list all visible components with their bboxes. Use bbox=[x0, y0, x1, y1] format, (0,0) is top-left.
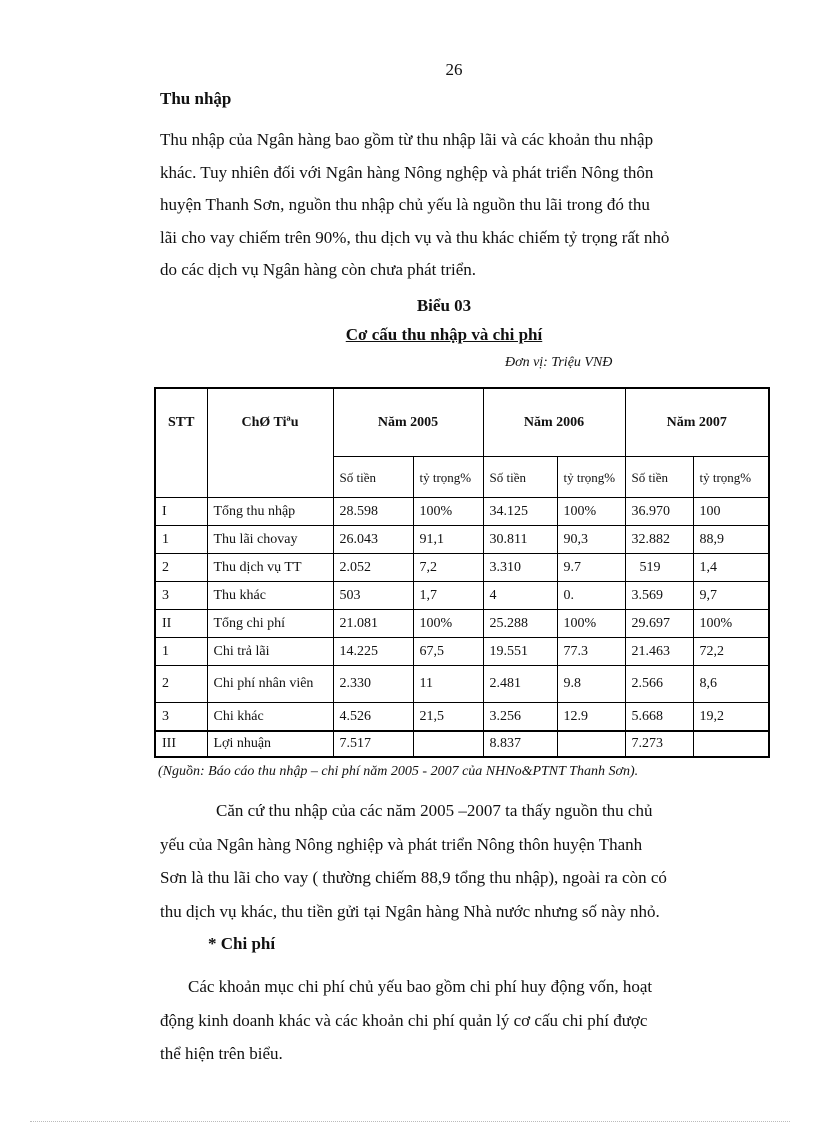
cell-indicator: Thu lãi chovay bbox=[207, 526, 333, 554]
header-year-2007: Năm 2007 bbox=[625, 388, 769, 457]
cell-value: 91,1 bbox=[413, 526, 483, 554]
paragraph-line: Các khoản mục chi phí chủ yếu bao gồm chi phí huy động vốn, hoạt bbox=[188, 977, 653, 996]
cell-value: 1,7 bbox=[413, 582, 483, 610]
cell-value: 2.052 bbox=[333, 554, 413, 582]
cell-value: 4.526 bbox=[333, 703, 413, 732]
cell-value: 1,4 bbox=[693, 554, 769, 582]
cell-stt: II bbox=[155, 610, 207, 638]
cell-value: 14.225 bbox=[333, 638, 413, 666]
cell-value: 100% bbox=[693, 610, 769, 638]
paragraph-line: do các dịch vụ Ngân hàng còn chưa phát triển. bbox=[160, 260, 477, 279]
cell-indicator: Chi khác bbox=[207, 703, 333, 732]
cell-value: 25.288 bbox=[483, 610, 557, 638]
cell-stt: 2 bbox=[155, 666, 207, 703]
cell-value: 19.551 bbox=[483, 638, 557, 666]
header-ratio: tỷ trọng% bbox=[413, 457, 483, 498]
cell-value: 34.125 bbox=[483, 498, 557, 526]
cell-value: 11 bbox=[413, 666, 483, 703]
paragraph-line: huyện Thanh Sơn, nguồn thu nhập chủ yếu là nguồn thu lãi trong đó thu bbox=[160, 195, 650, 214]
paragraph-line: thể hiện trên biểu. bbox=[160, 1044, 283, 1063]
cell-value: 503 bbox=[333, 582, 413, 610]
page-number: 26 bbox=[445, 60, 463, 79]
cell-value: 3.569 bbox=[625, 582, 693, 610]
cell-value: 72,2 bbox=[693, 638, 769, 666]
paragraph-line: Căn cứ thu nhập của các năm 2005 –2007 ta thấy nguồn thu chủ bbox=[216, 801, 653, 820]
cell-indicator: Thu khác bbox=[207, 582, 333, 610]
cell-value: 29.697 bbox=[625, 610, 693, 638]
cell-stt: 2 bbox=[155, 554, 207, 582]
cell-value: 7,2 bbox=[413, 554, 483, 582]
cell-stt: 1 bbox=[155, 526, 207, 554]
table-row bbox=[155, 610, 769, 638]
cell-value: 2.330 bbox=[333, 666, 413, 703]
cell-value: 519 bbox=[625, 554, 693, 582]
cell-value: 8,6 bbox=[693, 666, 769, 703]
cell-value: 100% bbox=[413, 610, 483, 638]
cell-value: 28.598 bbox=[333, 498, 413, 526]
header-amount: Số tiền bbox=[333, 457, 413, 498]
cell-value: 19,2 bbox=[693, 703, 769, 732]
cell-value: 100 bbox=[693, 498, 769, 526]
cell-indicator: Tổng thu nhập bbox=[207, 498, 333, 526]
cell-value: 5.668 bbox=[625, 703, 693, 732]
table-row bbox=[155, 638, 769, 666]
cell-stt: I bbox=[155, 498, 207, 526]
cell-value: 88,9 bbox=[693, 526, 769, 554]
header-year-2005: Năm 2005 bbox=[333, 388, 483, 457]
paragraph-line: thu dịch vụ khác, thu tiền gửi tại Ngân hàng Nhà nước nhưng số này nhỏ. bbox=[160, 901, 660, 921]
cell-value: 0. bbox=[557, 582, 625, 610]
paragraph-line: động kinh doanh khác và các khoản chi phí quản lý cơ cấu chi phí được bbox=[160, 1010, 648, 1030]
cell-value: 9,7 bbox=[693, 582, 769, 610]
cell-value: 100% bbox=[557, 610, 625, 638]
table-row bbox=[155, 703, 769, 732]
chart-label: Biểu 03 bbox=[416, 296, 472, 315]
cell-stt: 1 bbox=[155, 638, 207, 666]
expense-paragraph bbox=[160, 970, 746, 1071]
cell-value: 100% bbox=[413, 498, 483, 526]
cell-value: 36.970 bbox=[625, 498, 693, 526]
header-amount: Số tiền bbox=[625, 457, 693, 498]
paragraph-line: lãi cho vay chiếm trên 90%, thu dịch vụ và thu khác chiếm tỷ trọng rất nhỏ bbox=[160, 227, 670, 247]
paragraph-line: khác. Tuy nhiên đối với Ngân hàng Nông nghệp và phát triển Nông thôn bbox=[160, 162, 654, 182]
cell-indicator: Lợi nhuận bbox=[207, 731, 333, 757]
cell-value: 3.310 bbox=[483, 554, 557, 582]
header-amount: Số tiền bbox=[483, 457, 557, 498]
cell-value: 8.837 bbox=[483, 731, 557, 757]
header-indicator: ChØ Tiªu bbox=[207, 388, 333, 498]
cell-stt: 3 bbox=[155, 703, 207, 732]
cell-indicator: Chi phí nhân viên bbox=[207, 666, 333, 703]
table-row bbox=[155, 554, 769, 582]
source-note: (Nguồn: Báo cáo thu nhập – chi phí năm 2005 - 2007 của NHNo&PTNT Thanh Sơn). bbox=[158, 764, 639, 779]
table-row bbox=[155, 526, 769, 554]
chart-title: Cơ cấu thu nhập và chi phí bbox=[345, 325, 543, 344]
cell-value: 30.811 bbox=[483, 526, 557, 554]
paragraph-line: Sơn là thu lãi cho vay ( thường chiếm 88,9 tổng thu nhập), ngoài ra còn có bbox=[160, 868, 667, 887]
cell-value: 32.882 bbox=[625, 526, 693, 554]
table-row bbox=[155, 666, 769, 703]
header-ratio: tỷ trọng% bbox=[557, 457, 625, 498]
cell-value: 3.256 bbox=[483, 703, 557, 732]
cell-value: 21.463 bbox=[625, 638, 693, 666]
cell-value: 100% bbox=[557, 498, 625, 526]
section-heading-income: Thu nhập bbox=[160, 89, 232, 108]
cell-indicator: Chi trả lãi bbox=[207, 638, 333, 666]
cell-value: 77.3 bbox=[557, 638, 625, 666]
cell-value: 9.7 bbox=[557, 554, 625, 582]
cell-value: 4 bbox=[483, 582, 557, 610]
cell-value: 7.517 bbox=[333, 731, 413, 757]
cell-value: 7.273 bbox=[625, 731, 693, 757]
cell-value: 21.081 bbox=[333, 610, 413, 638]
section-heading-expense: * Chi phí bbox=[208, 934, 276, 953]
analysis-paragraph bbox=[160, 794, 746, 928]
paragraph-line: yếu của Ngân hàng Nông nghiệp và phát triển Nông thôn huyện Thanh bbox=[160, 834, 643, 854]
cell-value bbox=[557, 731, 625, 757]
table-row bbox=[155, 731, 769, 757]
cell-value: 9.8 bbox=[557, 666, 625, 703]
cell-stt: 3 bbox=[155, 582, 207, 610]
header-stt: STT bbox=[155, 388, 207, 498]
cell-stt: III bbox=[155, 731, 207, 757]
cell-indicator: Tổng chi phí bbox=[207, 610, 333, 638]
cell-indicator: Thu dịch vụ TT bbox=[207, 554, 333, 582]
page-bottom-divider bbox=[30, 1121, 790, 1122]
cell-value: 26.043 bbox=[333, 526, 413, 554]
header-year-2006: Năm 2006 bbox=[483, 388, 625, 457]
table-row bbox=[155, 498, 769, 526]
header-ratio: tỷ trọng% bbox=[693, 457, 769, 498]
cell-value: 90,3 bbox=[557, 526, 625, 554]
unit-label: Đơn vị: Triệu VNĐ bbox=[505, 355, 613, 370]
cell-value: 21,5 bbox=[413, 703, 483, 732]
income-expense-table bbox=[154, 387, 770, 758]
cell-value: 2.481 bbox=[483, 666, 557, 703]
cell-value: 2.566 bbox=[625, 666, 693, 703]
income-paragraph bbox=[160, 124, 746, 287]
cell-value bbox=[693, 731, 769, 757]
paragraph-line: Thu nhập của Ngân hàng bao gồm từ thu nhập lãi và các khoản thu nhập bbox=[160, 130, 654, 149]
cell-value: 67,5 bbox=[413, 638, 483, 666]
table-row bbox=[155, 582, 769, 610]
cell-value: 12.9 bbox=[557, 703, 625, 732]
cell-value bbox=[413, 731, 483, 757]
